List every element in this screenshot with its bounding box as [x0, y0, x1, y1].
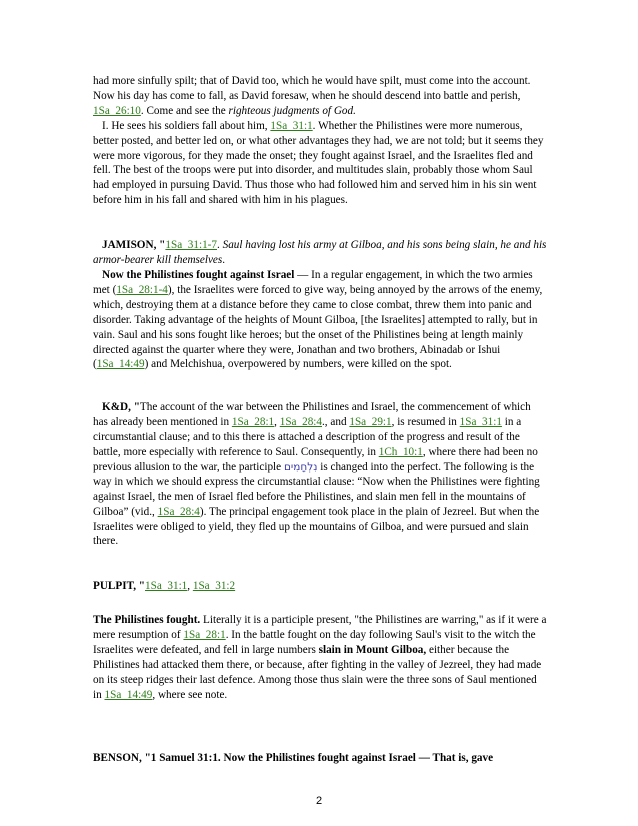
text: ). The principal engagement took place in the plain of Jezreel. But when the Israelites were obliged to yield, they fled up the mountains of Gilboa, and were pursued and slain there.	[93, 505, 540, 548]
text: I. He sees his soldiers fall about him,	[102, 119, 271, 132]
text: The account of the war between the Philistines and Israel, the commencement of which has already been mentioned in	[93, 401, 531, 429]
lemma: The Philistines fought.	[93, 614, 201, 627]
text: , is resumed in	[391, 416, 460, 429]
pulpit-body	[93, 613, 548, 702]
text: ,	[187, 580, 193, 593]
text: . Come and see the	[140, 104, 229, 117]
text: .	[217, 239, 223, 252]
pulpit-heading	[93, 579, 548, 594]
commentary-label: K&D, "	[102, 401, 140, 414]
text: . Whether the Philistines were more numerous, better posted, and better led on, or what other advantages they had, we are not told; but it seems they were more vigorous, for they made the onset; they fought against Israel, and the Israelites fled and fell. The best of the troops were put into disorder, and multitudes slain, probably those whom Saul had employed in pursuing David. Thus those who had followed him and served him in his sin went before him in his fall and shared with him in his plagues.	[93, 119, 544, 207]
paragraph-henry-point-1	[93, 119, 548, 208]
text: , where see note.	[152, 688, 228, 701]
paragraph-henry-end	[93, 74, 548, 119]
ref-link[interactable]: 1Sa_14:49	[104, 688, 153, 701]
ref-link[interactable]: 1Sa_29:1	[349, 416, 392, 429]
jamison-heading	[93, 238, 548, 268]
ref-link[interactable]: 1Sa_31:2	[192, 580, 236, 593]
text: had more sinfully spilt; that of David too, which he would have spilt, must come into the account. Now his day has come to fall, as David foresaw, when he should descend into battle and perish,	[93, 75, 531, 102]
ref-link[interactable]: 1Sa_31:1	[270, 119, 313, 132]
ref-link[interactable]: 1Sa_28:4	[157, 505, 200, 518]
page-number: 2	[315, 795, 323, 807]
jamison-body	[93, 268, 548, 372]
text: .	[222, 254, 226, 267]
ref-link[interactable]: 1Sa_28:1	[183, 629, 226, 642]
commentary-label: PULPIT, "	[93, 580, 145, 593]
text: either because the Philistines had attacked them there, or because, after fighting in the valley of Jezreel, they had made on its steep ridges their last defence. Among those thus slain were the three sons of Saul mentioned in	[93, 644, 542, 701]
emphasis: Saul having lost his army at Gilboa, and his sons being slain, he and his armor-bearer kill themselves	[93, 239, 547, 267]
ref-link[interactable]: 1Sa_28:1	[231, 416, 275, 429]
ref-link[interactable]: 1Sa_14:49	[96, 358, 145, 371]
ref-link[interactable]: 1Sa_26:10	[93, 104, 141, 117]
text: Literally it is a participle present, "the Philistines are warring," as if it were a mere resumption of	[93, 614, 547, 642]
text: . In the battle fought on the day following Saul's visit to the witch the Israelites were defeated, and fell in large numbers	[93, 629, 536, 657]
document-page	[93, 74, 548, 766]
text: ,	[274, 416, 280, 429]
ref-link[interactable]: 1Sa_31:1-7	[165, 239, 217, 252]
ref-link[interactable]: 1Sa_28:1-4	[116, 283, 168, 296]
ref-link[interactable]: 1Sa_31:1	[145, 580, 188, 593]
lemma: Now the Philistines fought against Israel	[102, 268, 295, 281]
commentary-label: JAMISON, "	[102, 239, 166, 252]
ref-link[interactable]: 1Ch_10:1	[378, 446, 423, 459]
text: — In a regular engagement, in which the two armies met (	[93, 268, 533, 296]
emphasis: righteous judgments of God.	[228, 104, 356, 117]
lemma: slain in Mount Gilboa,	[318, 644, 427, 657]
text: ) and Melchishua, overpowered by numbers, were killed on the spot.	[144, 358, 452, 371]
kd-paragraph	[93, 400, 548, 549]
text: is changed into the perfect. The following is the way in which we should express the circumstantial clause: “Now when the Philistines were fighting against Israel, the men of Israel fled before the Philistines, and slain men fell in the mountains of Gilboa” (vid.,	[93, 460, 540, 518]
ref-link[interactable]: 1Sa_31:1	[459, 416, 502, 429]
commentary-label: BENSON, "1 Samuel 31:1. Now the Philistines fought against Israel — That is, gave	[93, 751, 494, 764]
ref-link[interactable]: 1Sa_28:4	[279, 416, 322, 429]
hebrew-word: נִלְחָמִים	[283, 460, 318, 473]
text: , where there had been no previous allusion to the war, the participle	[93, 446, 538, 473]
benson-heading	[93, 751, 548, 766]
text: ., and	[322, 416, 350, 429]
text: ), the Israelites were forced to give way, being annoyed by the arrows of the enemy, which, destroying them at a distance before they came to close combat, threw them into panic and disorder. Taking advantage of the heights of Mount Gilboa, [the Israelites] attempted to rally, but in vain. Saul and his sons fought like heroes; but the onset of the Philistines being at length mainly directed against the quarter where they were, Jonathan and two brothers, Abinadab or Ishui (	[93, 283, 543, 371]
text: in a circumstantial clause; and to this there is attached a description of the progress and result of the battle, more especially with reference to Saul. Consequently, in	[93, 416, 522, 459]
